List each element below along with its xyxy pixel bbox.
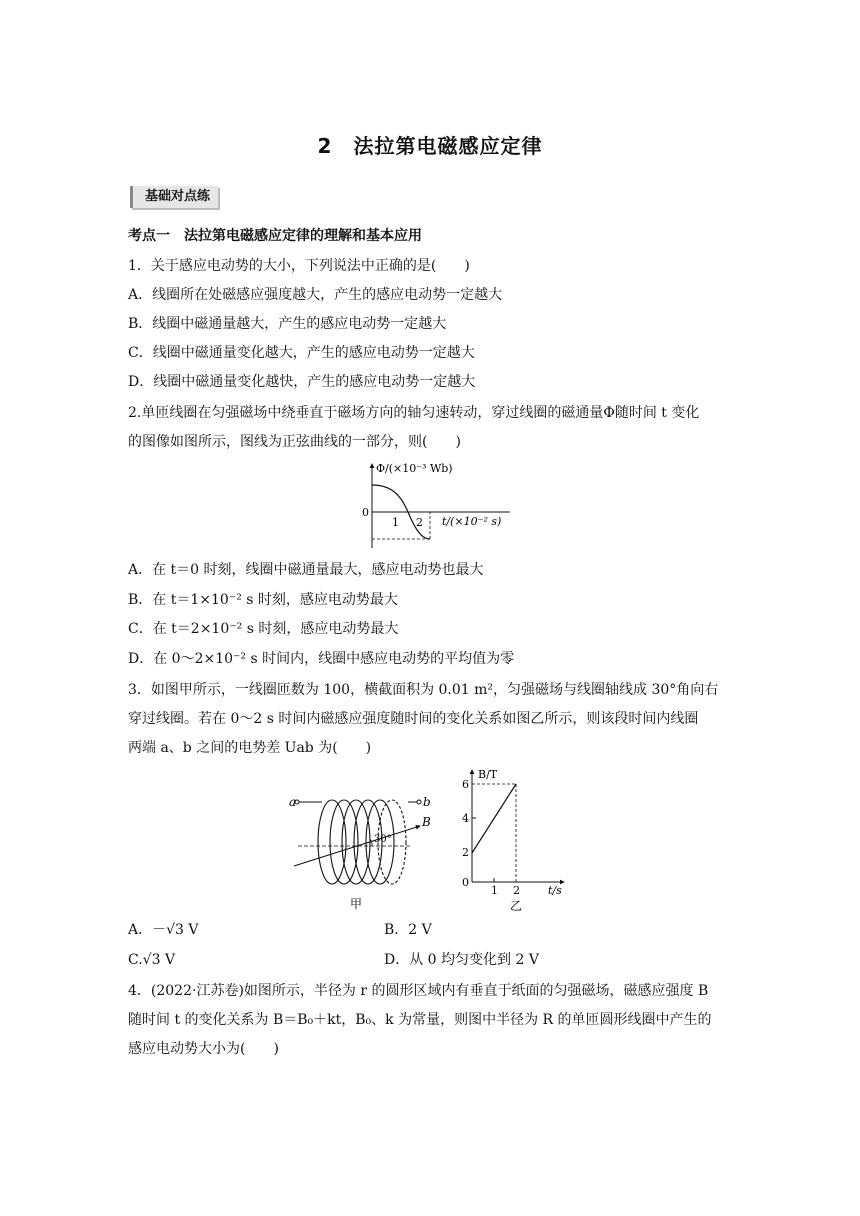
- q2-option-c: C．在 t＝2×10⁻² s 时刻，感应电动势最大: [128, 621, 399, 637]
- q3-option-a: A．－√3 V: [128, 922, 199, 938]
- q1-stem: 1．关于感应电动势的大小，下列说法中正确的是( ): [128, 258, 470, 274]
- q2-option-b: B．在 t＝1×10⁻² s 时刻，感应电动势最大: [128, 592, 398, 608]
- q3-graph-ylabel: B/T: [478, 768, 498, 781]
- q3-fig-yi-caption: 乙: [510, 899, 523, 913]
- q3-terminal-a: a: [289, 795, 297, 809]
- q3-option-c: C.√3 V: [128, 952, 176, 968]
- q2-stem-line1: 2.单匝线圈在匀强磁场中绕垂直于磁场方向的轴匀速转动，穿过线圈的磁通量Φ随时间 t 变化: [128, 405, 700, 421]
- q1-option-b: B．线圈中磁通量越大，产生的感应电动势一定越大: [128, 316, 447, 332]
- q2-flux-graph: [350, 458, 520, 552]
- q2-option-d: D．在 0～2×10⁻² s 时间内，线圈中感应电动势的平均值为零: [128, 651, 515, 667]
- q1-option-c: C．线圈中磁通量变化越大，产生的感应电动势一定越大: [128, 345, 475, 361]
- q3-stem-line3: 两端 a、b 之间的电势差 Uab 为( ): [128, 740, 372, 756]
- q2-graph-origin: 0: [362, 506, 369, 519]
- section-tag: 基础对点练: [130, 186, 218, 208]
- q1-option-d: D．线圈中磁通量变化越快，产生的感应电动势一定越大: [128, 374, 476, 390]
- q3-coil-figure: [280, 790, 440, 912]
- q3-option-d: D．从 0 均匀变化到 2 V: [384, 952, 539, 968]
- q3-graph-y6: 6: [462, 778, 469, 791]
- q3-graph-xlabel: t/s: [548, 884, 562, 897]
- page-title: 2 法拉第电磁感应定律: [317, 134, 543, 158]
- q2-graph-xlabel: t/(×10⁻² s): [442, 515, 502, 528]
- q3-graph-x2: 2: [513, 884, 520, 897]
- q3-graph-y4: 4: [462, 812, 469, 825]
- q2-graph-ylabel: Φ/(×10⁻³ Wb): [376, 462, 453, 475]
- q3-terminal-b: b: [423, 795, 431, 809]
- q2-graph-t1: 1: [392, 516, 399, 529]
- kaodian-heading: 考点一 法拉第电磁感应定律的理解和基本应用: [128, 228, 422, 244]
- q3-bt-graph: [452, 766, 572, 916]
- q2-graph-t2: 2: [416, 516, 423, 529]
- q1-option-a: A．线圈所在处磁感应强度越大，产生的感应电动势一定越大: [128, 287, 503, 303]
- q2-option-a: A．在 t＝0 时刻，线圈中磁通量最大，感应电动势也最大: [128, 562, 484, 578]
- q3-field-b-label: B: [422, 815, 431, 829]
- q4-stem-line2: 随时间 t 的变化关系为 B＝B₀＋kt，B₀、k 为常量，则图中半径为 R 的单匝圆形线圈中产生的: [128, 1012, 712, 1028]
- q3-stem-line2: 穿过线圈。若在 0～2 s 时间内磁感应强度随时间的变化关系如图乙所示，则该段时间内线圈: [128, 711, 699, 727]
- q4-stem-line1: 4．(2022·江苏卷)如图所示，半径为 r 的圆形区域内有垂直于纸面的匀强磁场，磁感应强度 B: [128, 983, 709, 999]
- q3-graph-origin: 0: [462, 876, 469, 889]
- q3-angle-label: 30°: [374, 834, 392, 845]
- q3-graph-y2: 2: [462, 846, 469, 859]
- q4-stem-line3: 感应电动势大小为( ): [128, 1041, 279, 1057]
- q2-stem-line2: 的图像如图所示，图线为正弦曲线的一部分，则( ): [128, 434, 461, 450]
- q3-stem-line1: 3．如图甲所示，一线圈匝数为 100，横截面积为 0.01 m²，匀强磁场与线圈轴线成 30°角向右: [128, 682, 719, 698]
- q3-option-b: B．2 V: [384, 922, 432, 938]
- q3-graph-x1: 1: [491, 884, 498, 897]
- q3-fig-jia-caption: 甲: [350, 897, 363, 911]
